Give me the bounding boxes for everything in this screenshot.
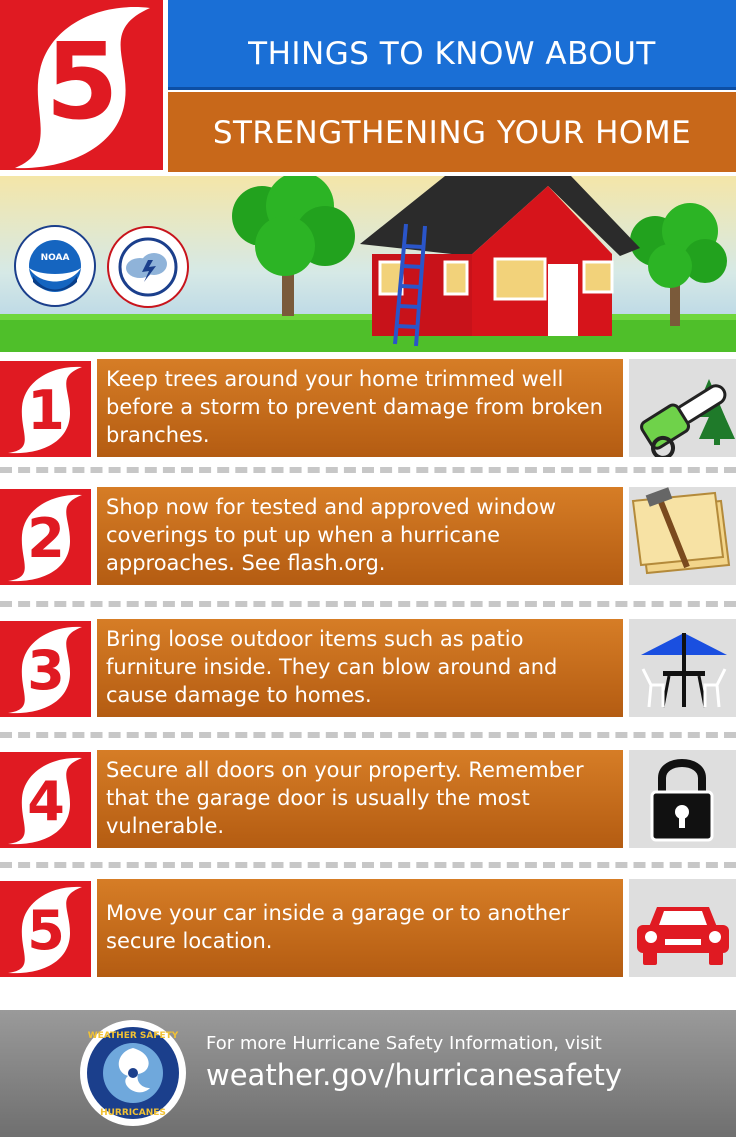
tip-number-badge [0,881,91,977]
plywood-hammer-icon [629,487,736,585]
header-number: 5 [45,21,119,143]
tree-left [232,176,355,316]
footer [0,1010,736,1137]
hurricane-five-logo [0,0,163,170]
tip-text: Bring loose outdoor items such as patio furniture inside. They can blow around and cause damage to homes. [106,627,558,707]
car-icon [629,879,736,977]
separator [0,732,736,738]
title-banner [168,0,736,90]
hurricane-symbol-icon [0,0,163,170]
separator [0,601,736,607]
separator [0,467,736,473]
tip-number: 3 [27,639,65,702]
tip-box [97,619,623,717]
nws-logo [108,227,188,307]
tip-row-3 [0,619,736,719]
tip-number-badge [0,621,91,717]
tip-icon-box [629,750,736,848]
footer-line-1: For more Hurricane Safety Information, visit [206,1033,602,1054]
tip-row-2 [0,487,736,587]
tip-icon-box [629,879,736,977]
patio-furniture-icon [629,619,736,717]
subtitle-banner [168,92,736,172]
separator [0,862,736,868]
tree-right [630,203,727,326]
noaa-logo [15,226,95,306]
title-line-1: THINGS TO KNOW ABOUT [248,36,656,72]
tip-row-4 [0,750,736,850]
tip-text: Shop now for tested and approved window coverings to put up when a hurricane approaches. See flash.org. [106,495,557,575]
footer-link[interactable]: weather.gov/hurricanesafety [206,1058,623,1092]
noaa-label: NOAA [40,253,70,263]
tip-icon-box [629,359,736,457]
tip-number-badge [0,752,91,848]
tip-row-5 [0,879,736,979]
tip-text: Keep trees around your home trimmed well before a storm to prevent damage from broken branches. [106,367,603,447]
tip-number-badge [0,489,91,585]
tip-text: Move your car inside a garage or to another secure location. [106,901,570,953]
tip-text: Secure all doors on your property. Remember that the garage door is usually the most vulnerable. [106,758,584,838]
tip-box [97,750,623,848]
tip-box [97,879,623,977]
tip-row-1 [0,359,736,459]
tip-icon-box [629,619,736,717]
tip-number-badge [0,361,91,457]
tip-box [97,487,623,585]
tip-icon-box [629,487,736,585]
tip-box [97,359,623,457]
weather-safety-hurricanes-badge [78,1018,188,1128]
padlock-icon [629,750,736,848]
chainsaw-icon [629,359,736,457]
tip-number: 2 [27,507,65,570]
tip-number: 1 [27,379,65,442]
badge-top-text: WEATHER SAFETY [87,1031,179,1041]
tip-number: 5 [27,899,65,962]
title-line-2: STRENGTHENING YOUR HOME [212,115,692,151]
badge-bottom-text: HURRICANES [100,1108,166,1118]
tip-number: 4 [27,770,65,833]
house-illustration [0,176,736,352]
